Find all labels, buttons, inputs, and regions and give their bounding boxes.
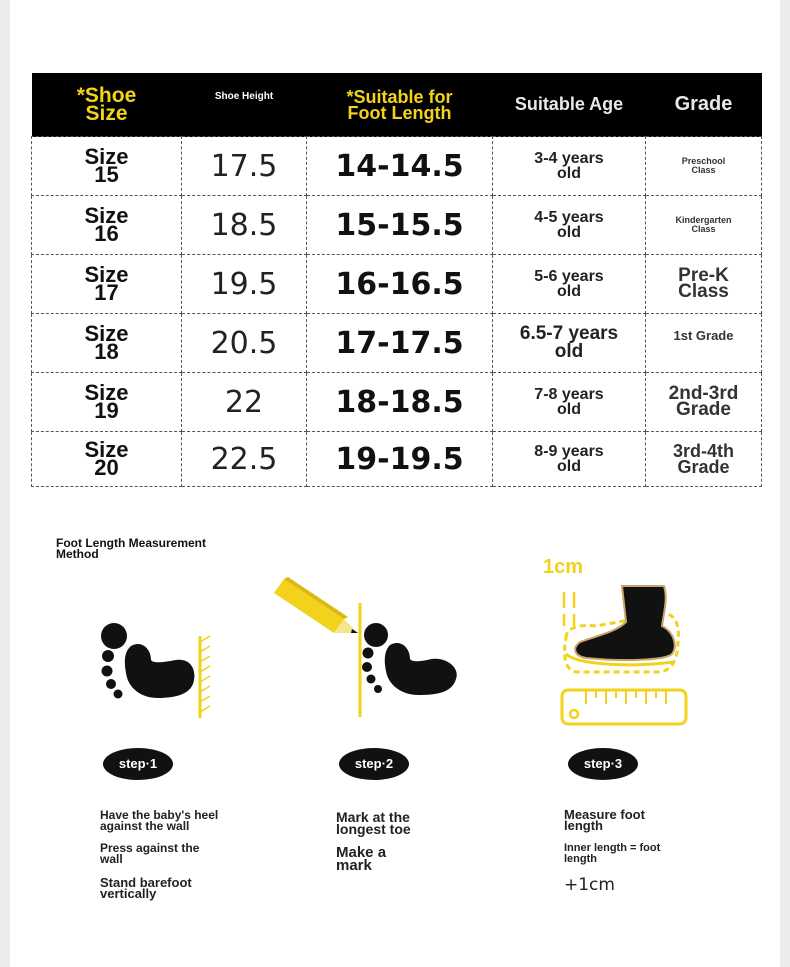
cell-age: 8-9 years old <box>493 432 646 487</box>
table-row <box>32 432 762 487</box>
right-margin <box>780 0 790 967</box>
header-age: Suitable Age <box>493 73 646 137</box>
cell-size: Size 17 <box>32 255 182 314</box>
header-shoe-size: *Shoe Size <box>32 73 182 137</box>
step-1-badge: step·1 <box>103 748 173 780</box>
step-3-line-2: Inner length = foot length <box>564 842 661 865</box>
header-shoe-height: Shoe Height <box>182 73 307 137</box>
cell-grade: Preschool Class <box>646 137 762 196</box>
step-3-line-1: Measure foot length <box>564 807 645 833</box>
cell-grade: Pre-K Class <box>646 255 762 314</box>
ruler-label: 1cm <box>543 556 584 578</box>
cell-size: Size 15 <box>32 137 182 196</box>
table-row <box>32 137 762 196</box>
cell-age: 7-8 years old <box>493 373 646 432</box>
cell-size: Size 20 <box>32 432 182 487</box>
table-row <box>32 196 762 255</box>
cell-height: 22 <box>182 373 307 432</box>
cell-height: 19.5 <box>182 255 307 314</box>
cell-height: 17.5 <box>182 137 307 196</box>
cell-age: 5-6 years old <box>493 255 646 314</box>
step-3-badge: step·3 <box>568 748 638 780</box>
size-chart-table <box>31 73 762 487</box>
cell-height: 18.5 <box>182 196 307 255</box>
step-2-badge: step·2 <box>339 748 409 780</box>
step-1-line-3: Stand barefoot vertically <box>100 875 192 901</box>
pencil-mark-illustration <box>272 575 462 720</box>
table-row <box>32 255 762 314</box>
cell-grade: 2nd-3rd Grade <box>646 373 762 432</box>
step-1-line-1: Have the baby's heel against the wall <box>100 808 219 833</box>
step-2-line-1: Mark at the longest toe <box>336 809 411 837</box>
cell-foot-length: 19-19.5 <box>307 432 493 487</box>
header-foot-length: *Suitable for Foot Length <box>307 73 493 137</box>
foot-against-wall-illustration <box>96 618 216 724</box>
cell-size: Size 16 <box>32 196 182 255</box>
left-margin <box>0 0 10 967</box>
method-title: Foot Length Measurement Method <box>56 536 207 561</box>
cell-grade: 3rd-4th Grade <box>646 432 762 487</box>
cell-foot-length: 17-17.5 <box>307 314 493 373</box>
cell-foot-length: 14-14.5 <box>307 137 493 196</box>
cell-size: Size 19 <box>32 373 182 432</box>
step-1-line-2: Press against the wall <box>100 841 200 866</box>
cell-height: 20.5 <box>182 314 307 373</box>
cell-grade: 1st Grade <box>646 314 762 373</box>
table-row <box>32 314 762 373</box>
cell-foot-length: 16-16.5 <box>307 255 493 314</box>
cell-grade: Kindergarten Class <box>646 196 762 255</box>
cell-foot-length: 15-15.5 <box>307 196 493 255</box>
cell-age: 6.5-7 years old <box>493 314 646 373</box>
step-3-line-3: +1cm <box>564 875 615 895</box>
step-2-line-2: Make a mark <box>336 844 387 874</box>
cell-size: Size 18 <box>32 314 182 373</box>
cell-foot-length: 18-18.5 <box>307 373 493 432</box>
cell-age: 4-5 years old <box>493 196 646 255</box>
shoe-ruler-illustration <box>556 582 692 728</box>
header-grade: Grade <box>646 73 762 137</box>
table-header-row <box>32 73 762 137</box>
table-row <box>32 373 762 432</box>
cell-height: 22.5 <box>182 432 307 487</box>
cell-age: 3-4 years old <box>493 137 646 196</box>
